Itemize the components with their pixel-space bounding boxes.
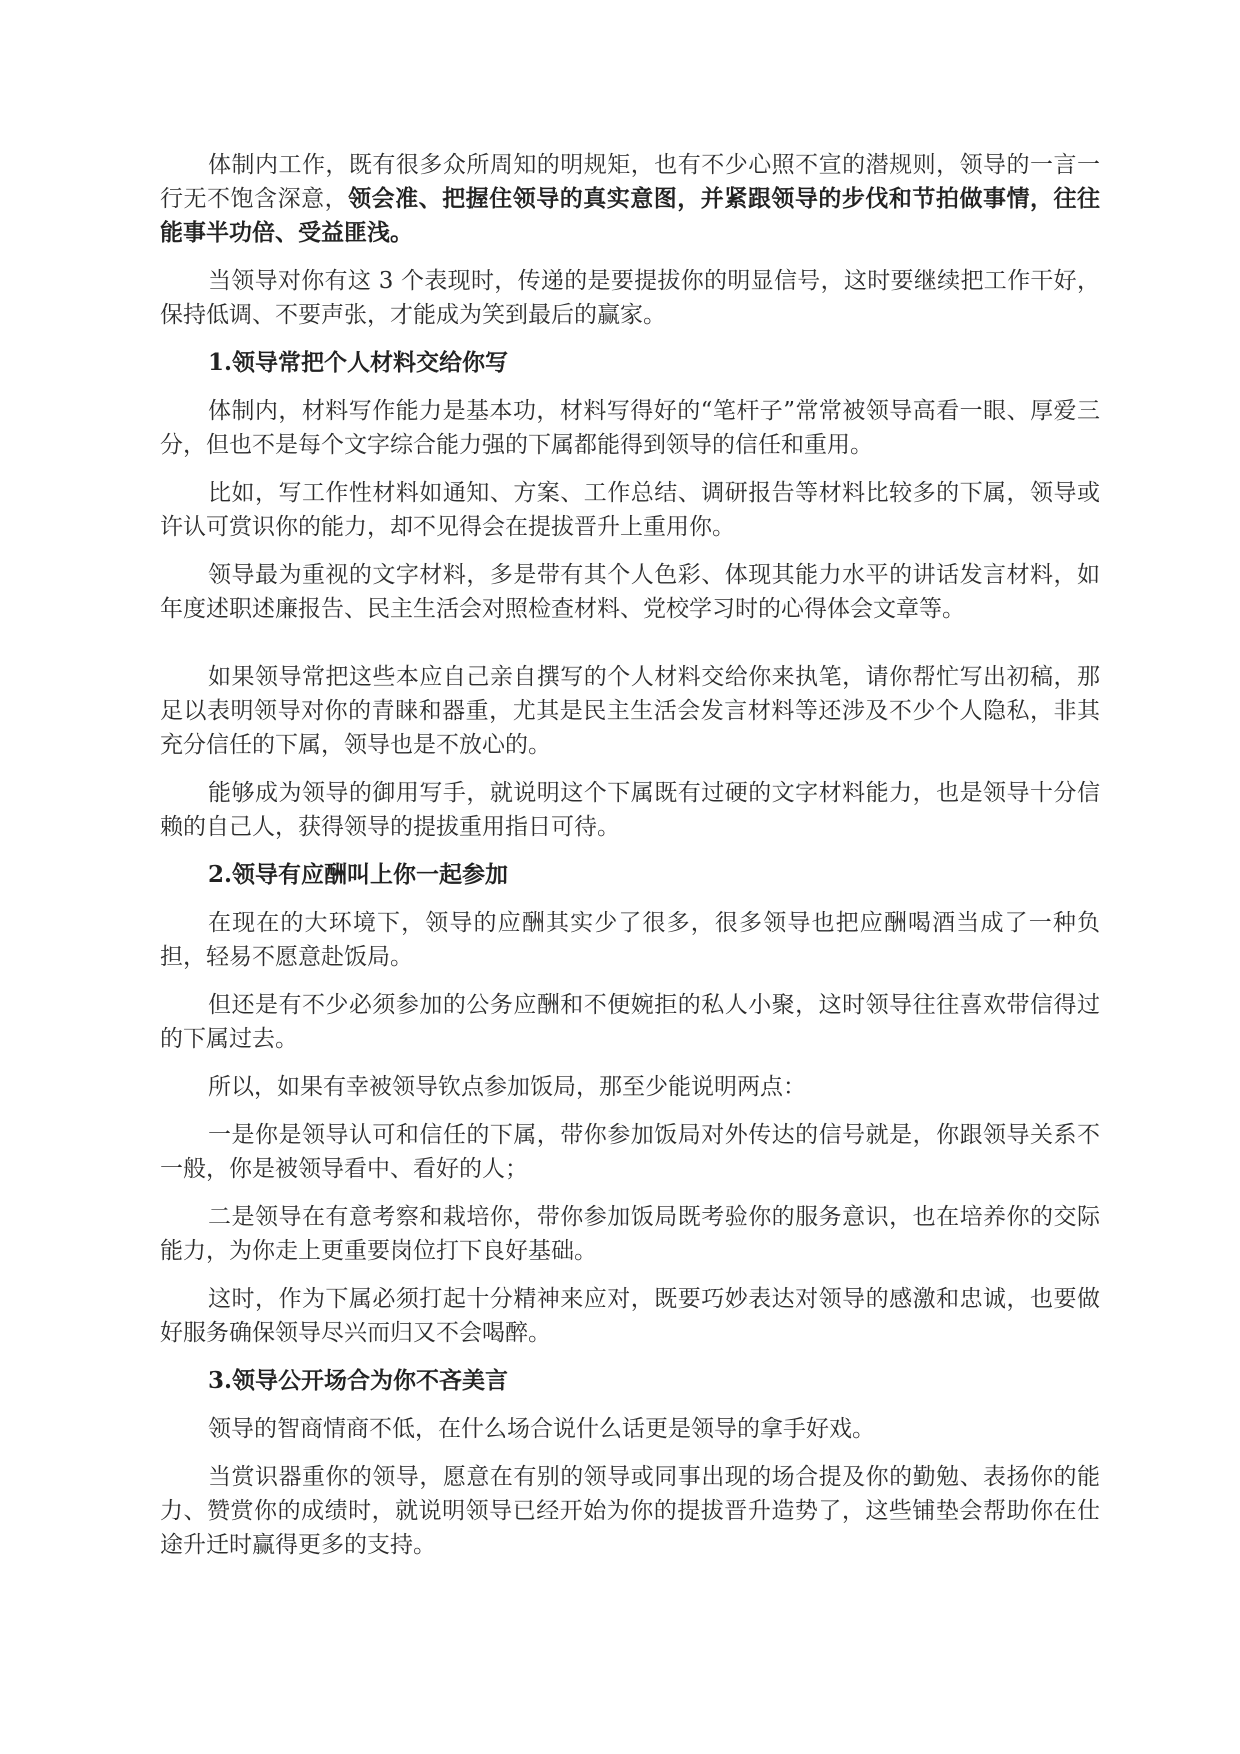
section2-paragraph: 二是领导在有意考察和栽培你，带你参加饭局既考验你的服务意识，也在培养你的交际能力，为你走上更重要岗位打下良好基础。 [160,1204,1100,1264]
document-page [160,148,1100,1576]
section2-paragraph: 所以，如果有幸被领导钦点参加饭局，那至少能说明两点： [208,1074,806,1100]
section2-paragraph: 在现在的大环境下，领导的应酬其实少了很多，很多领导也把应酬喝酒当成了一种负担，轻易不愿意赴饭局。 [160,910,1100,970]
section2-paragraph: 这时，作为下属必须打起十分精神来应对，既要巧妙表达对领导的感激和忠诚，也要做好服务确保领导尽兴而归又不会喝醉。 [160,1286,1100,1346]
section3-paragraph: 当赏识器重你的领导，愿意在有别的领导或同事出现的场合提及你的勤勉、表扬你的能力、赞赏你的成绩时，就说明领导已经开始为你的提拔晋升造势了，这些铺垫会帮助你在仕途升迁时赢得更多的支持。 [160,1464,1100,1558]
intro-paragraph-2: 当领导对你有这 3 个表现时，传递的是要提拔你的明显信号，这时要继续把工作干好，保持低调、不要声张，才能成为笑到最后的赢家。 [160,268,1100,328]
intro-bold-text: 领会准、把握住领导的真实意图，并紧跟领导的步伐和节拍做事情，往往能事半功倍、受益匪浅。 [160,185,1101,246]
section2-paragraph: 但还是有不少必须参加的公务应酬和不便婉拒的私人小聚，这时领导往往喜欢带信得过的下属过去。 [160,992,1100,1052]
section-heading-2: 2.领导有应酬叫上你一起参加 [208,861,509,888]
section2-paragraph: 一是你是领导认可和信任的下属，带你参加饭局对外传达的信号就是，你跟领导关系不一般，你是被领导看中、看好的人； [160,1122,1100,1182]
section1-paragraph: 比如，写工作性材料如通知、方案、工作总结、调研报告等材料比较多的下属，领导或许认可赏识你的能力，却不见得会在提拔晋升上重用你。 [160,480,1100,540]
intro-text: 体制内工作，既有很多众所周知的明规矩，也有不少心照不宣的潜规则，领导的一言一行无不饱含深意， [160,152,1100,212]
intro-paragraph [160,148,1100,250]
section1-paragraph: 体制内，材料写作能力是基本功，材料写得好的“笔杆子”常常被领导高看一眼、厚爱三分，但也不是每个文字综合能力强的下属都能得到领导的信任和重用。 [160,398,1100,458]
section-heading-3: 3.领导公开场合为你不吝美言 [208,1367,509,1394]
section1-paragraph: 能够成为领导的御用写手，就说明这个下属既有过硬的文字材料能力，也是领导十分信赖的自己人，获得领导的提拔重用指日可待。 [160,780,1100,840]
section1-paragraph: 如果领导常把这些本应自己亲自撰写的个人材料交给你来执笔，请你帮忙写出初稿，那足以表明领导对你的青睐和器重，尤其是民主生活会发言材料等还涉及不少个人隐私，非其充分信任的下属，领导也是不放心的。 [160,664,1100,758]
section1-paragraph: 领导最为重视的文字材料，多是带有其个人色彩、体现其能力水平的讲话发言材料，如年度述职述廉报告、民主生活会对照检查材料、党校学习时的心得体会文章等。 [160,562,1100,622]
section-heading-1: 1.领导常把个人材料交给你写 [208,349,509,376]
section3-paragraph: 领导的智商情商不低，在什么场合说什么话更是领导的拿手好戏。 [208,1416,875,1442]
